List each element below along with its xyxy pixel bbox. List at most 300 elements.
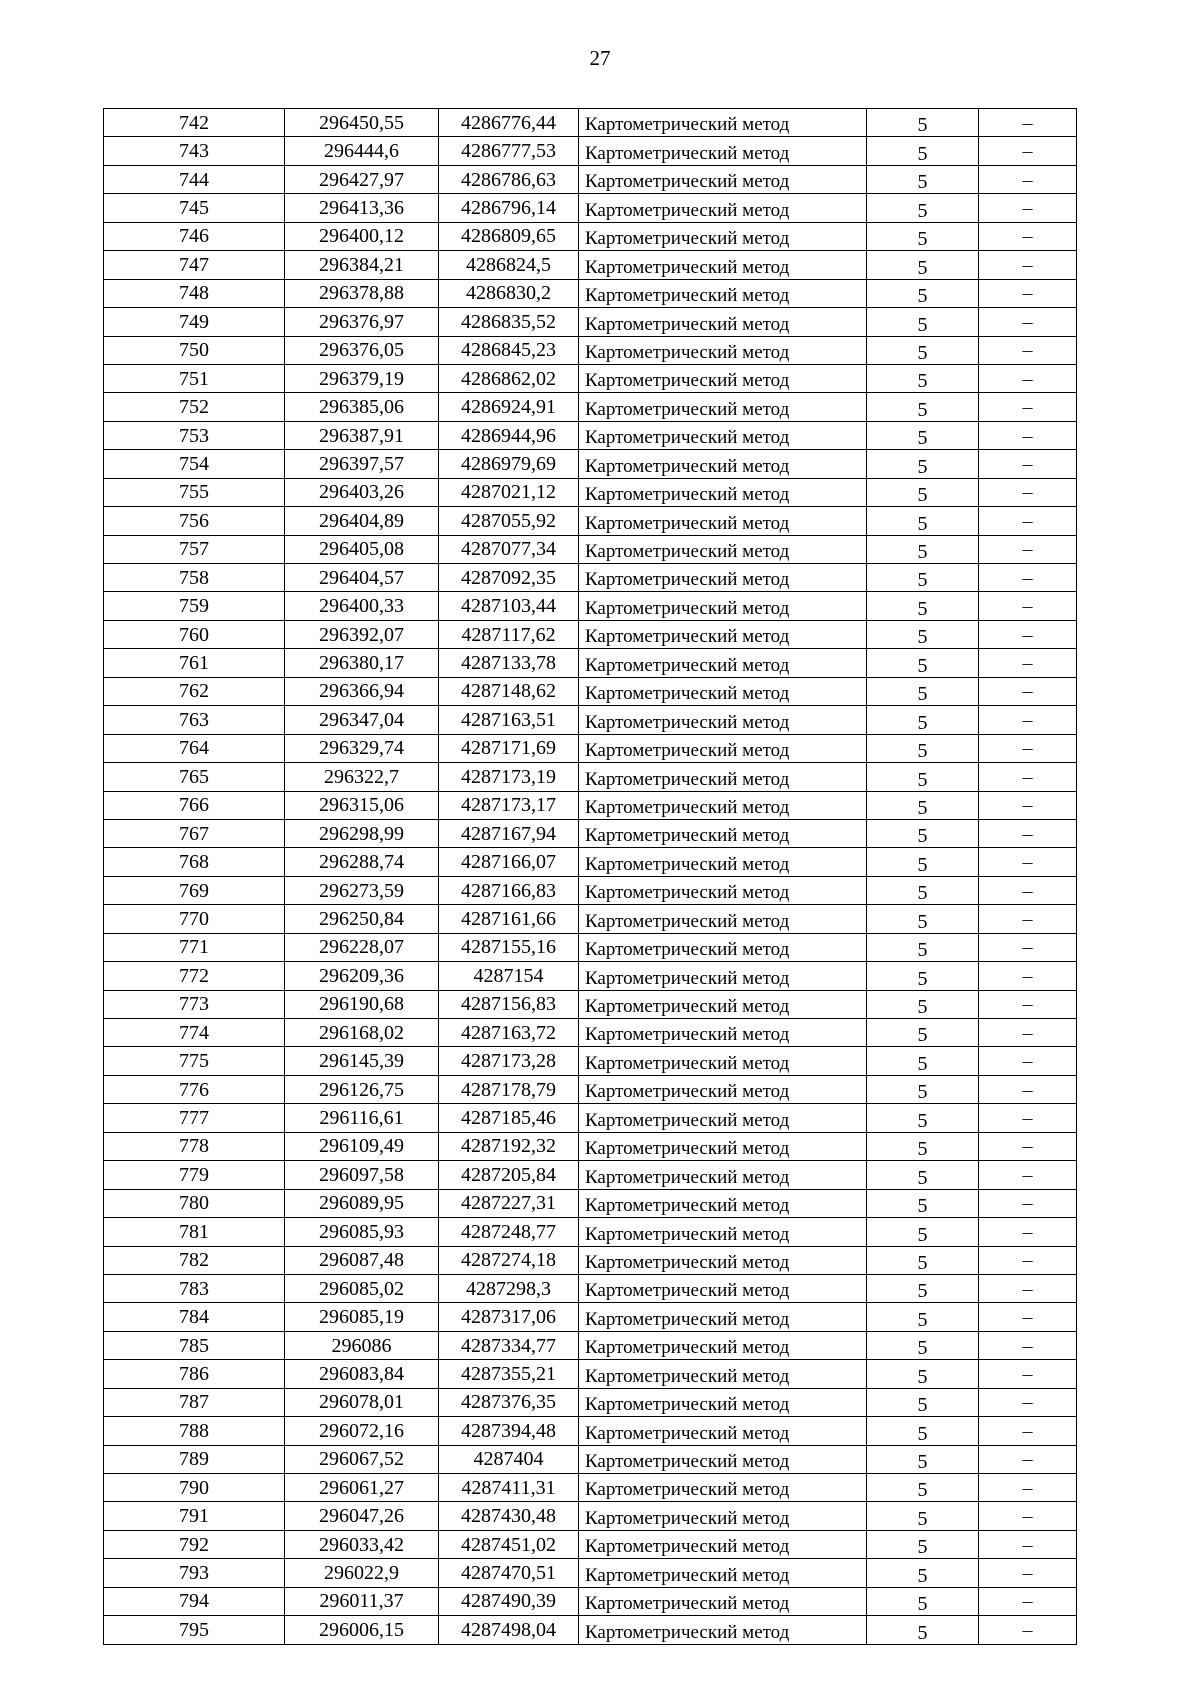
method-cell: Картометрический метод [579,1417,867,1445]
table-row [104,1104,1077,1132]
method-cell: Картометрический метод [579,450,867,478]
accuracy-cell: 5 [867,1530,979,1558]
x-coordinate-cell: 296168,02 [285,1019,439,1047]
coordinates-table [103,108,1077,1645]
point-number-cell: 759 [104,592,285,620]
description-cell: – [979,1274,1077,1302]
table-row [104,194,1077,222]
table-row [104,478,1077,506]
method-cell: Картометрический метод [579,1616,867,1644]
accuracy-cell: 5 [867,1502,979,1530]
accuracy-cell: 5 [867,1331,979,1359]
point-number-cell: 743 [104,137,285,165]
table-row [104,364,1077,392]
method-cell: Картометрический метод [579,1303,867,1331]
point-number-cell: 765 [104,763,285,791]
x-coordinate-cell: 296067,52 [285,1445,439,1473]
x-coordinate-cell: 296072,16 [285,1417,439,1445]
description-cell: – [979,564,1077,592]
description-cell: – [979,222,1077,250]
method-cell: Картометрический метод [579,791,867,819]
table-row [104,990,1077,1018]
point-number-cell: 785 [104,1331,285,1359]
description-cell: – [979,1047,1077,1075]
point-number-cell: 767 [104,819,285,847]
table-row [104,1559,1077,1587]
method-cell: Картометрический метод [579,535,867,563]
accuracy-cell: 5 [867,478,979,506]
description-cell: – [979,791,1077,819]
y-coordinate-cell: 4287148,62 [439,677,579,705]
accuracy-cell: 5 [867,165,979,193]
description-cell: – [979,1161,1077,1189]
point-number-cell: 761 [104,649,285,677]
description-cell: – [979,1019,1077,1047]
accuracy-cell: 5 [867,137,979,165]
point-number-cell: 752 [104,393,285,421]
description-cell: – [979,364,1077,392]
table-row [104,1019,1077,1047]
accuracy-cell: 5 [867,393,979,421]
method-cell: Картометрический метод [579,109,867,137]
x-coordinate-cell: 296413,36 [285,194,439,222]
x-coordinate-cell: 296087,48 [285,1246,439,1274]
x-coordinate-cell: 296085,02 [285,1274,439,1302]
x-coordinate-cell: 296288,74 [285,848,439,876]
y-coordinate-cell: 4287163,72 [439,1019,579,1047]
description-cell: – [979,1075,1077,1103]
x-coordinate-cell: 296400,12 [285,222,439,250]
method-cell: Картометрический метод [579,933,867,961]
method-cell: Картометрический метод [579,478,867,506]
y-coordinate-cell: 4287117,62 [439,620,579,648]
description-cell: – [979,194,1077,222]
method-cell: Картометрический метод [579,848,867,876]
point-number-cell: 791 [104,1502,285,1530]
point-number-cell: 784 [104,1303,285,1331]
method-cell: Картометрический метод [579,251,867,279]
method-cell: Картометрический метод [579,507,867,535]
method-cell: Картометрический метод [579,1274,867,1302]
table-row [104,308,1077,336]
point-number-cell: 794 [104,1587,285,1615]
method-cell: Картометрический метод [579,222,867,250]
x-coordinate-cell: 296089,95 [285,1189,439,1217]
x-coordinate-cell: 296078,01 [285,1388,439,1416]
x-coordinate-cell: 296385,06 [285,393,439,421]
y-coordinate-cell: 4286979,69 [439,450,579,478]
method-cell: Картометрический метод [579,1587,867,1615]
point-number-cell: 772 [104,962,285,990]
method-cell: Картометрический метод [579,194,867,222]
point-number-cell: 745 [104,194,285,222]
x-coordinate-cell: 296404,89 [285,507,439,535]
accuracy-cell: 5 [867,1616,979,1644]
y-coordinate-cell: 4287161,66 [439,905,579,933]
y-coordinate-cell: 4287167,94 [439,819,579,847]
accuracy-cell: 5 [867,905,979,933]
table-row [104,1417,1077,1445]
y-coordinate-cell: 4286924,91 [439,393,579,421]
table-row [104,706,1077,734]
point-number-cell: 753 [104,421,285,449]
table-row [104,1474,1077,1502]
description-cell: – [979,1218,1077,1246]
accuracy-cell: 5 [867,791,979,819]
x-coordinate-cell: 296145,39 [285,1047,439,1075]
table-row [104,450,1077,478]
description-cell: – [979,990,1077,1018]
method-cell: Картометрический метод [579,421,867,449]
method-cell: Картометрический метод [579,706,867,734]
y-coordinate-cell: 4287411,31 [439,1474,579,1502]
table-row [104,620,1077,648]
table-row [104,222,1077,250]
x-coordinate-cell: 296392,07 [285,620,439,648]
y-coordinate-cell: 4287317,06 [439,1303,579,1331]
description-cell: – [979,1474,1077,1502]
point-number-cell: 769 [104,876,285,904]
accuracy-cell: 5 [867,194,979,222]
point-number-cell: 778 [104,1132,285,1160]
description-cell: – [979,336,1077,364]
description-cell: – [979,1104,1077,1132]
accuracy-cell: 5 [867,1075,979,1103]
point-number-cell: 768 [104,848,285,876]
description-cell: – [979,507,1077,535]
accuracy-cell: 5 [867,1474,979,1502]
description-cell: – [979,763,1077,791]
description-cell: – [979,933,1077,961]
method-cell: Картометрический метод [579,649,867,677]
table-row [104,137,1077,165]
table-row [104,1445,1077,1473]
x-coordinate-cell: 296450,55 [285,109,439,137]
y-coordinate-cell: 4286845,23 [439,336,579,364]
point-number-cell: 781 [104,1218,285,1246]
method-cell: Картометрический метод [579,1104,867,1132]
y-coordinate-cell: 4287021,12 [439,478,579,506]
accuracy-cell: 5 [867,251,979,279]
description-cell: – [979,1246,1077,1274]
description-cell: – [979,1331,1077,1359]
point-number-cell: 777 [104,1104,285,1132]
table-row [104,1388,1077,1416]
point-number-cell: 787 [104,1388,285,1416]
x-coordinate-cell: 296405,08 [285,535,439,563]
x-coordinate-cell: 296376,05 [285,336,439,364]
table-row [104,677,1077,705]
point-number-cell: 792 [104,1530,285,1558]
table-row [104,1616,1077,1644]
description-cell: – [979,819,1077,847]
accuracy-cell: 5 [867,1417,979,1445]
point-number-cell: 775 [104,1047,285,1075]
description-cell: – [979,1360,1077,1388]
accuracy-cell: 5 [867,620,979,648]
point-number-cell: 776 [104,1075,285,1103]
accuracy-cell: 5 [867,364,979,392]
y-coordinate-cell: 4286835,52 [439,308,579,336]
description-cell: – [979,1303,1077,1331]
accuracy-cell: 5 [867,222,979,250]
description-cell: – [979,848,1077,876]
point-number-cell: 763 [104,706,285,734]
y-coordinate-cell: 4287173,17 [439,791,579,819]
description-cell: – [979,1616,1077,1644]
point-number-cell: 750 [104,336,285,364]
y-coordinate-cell: 4287404 [439,1445,579,1473]
x-coordinate-cell: 296376,97 [285,308,439,336]
method-cell: Картометрический метод [579,1218,867,1246]
table-row [104,336,1077,364]
table-row [104,933,1077,961]
table-row [104,876,1077,904]
y-coordinate-cell: 4286776,44 [439,109,579,137]
table-row [104,1530,1077,1558]
accuracy-cell: 5 [867,933,979,961]
x-coordinate-cell: 296404,57 [285,564,439,592]
table-row [104,791,1077,819]
description-cell: – [979,1189,1077,1217]
y-coordinate-cell: 4286777,53 [439,137,579,165]
accuracy-cell: 5 [867,308,979,336]
point-number-cell: 764 [104,734,285,762]
y-coordinate-cell: 4287055,92 [439,507,579,535]
table-row [104,763,1077,791]
method-cell: Картометрический метод [579,1019,867,1047]
accuracy-cell: 5 [867,990,979,1018]
table-row [104,421,1077,449]
description-cell: – [979,478,1077,506]
x-coordinate-cell: 296061,27 [285,1474,439,1502]
y-coordinate-cell: 4286796,14 [439,194,579,222]
y-coordinate-cell: 4287185,46 [439,1104,579,1132]
y-coordinate-cell: 4287173,28 [439,1047,579,1075]
description-cell: – [979,905,1077,933]
accuracy-cell: 5 [867,592,979,620]
description-cell: – [979,109,1077,137]
table-row [104,649,1077,677]
y-coordinate-cell: 4287156,83 [439,990,579,1018]
table-row [104,1246,1077,1274]
table-row [104,507,1077,535]
y-coordinate-cell: 4287173,19 [439,763,579,791]
accuracy-cell: 5 [867,962,979,990]
y-coordinate-cell: 4287205,84 [439,1161,579,1189]
point-number-cell: 758 [104,564,285,592]
x-coordinate-cell: 296400,33 [285,592,439,620]
point-number-cell: 793 [104,1559,285,1587]
description-cell: – [979,137,1077,165]
description-cell: – [979,876,1077,904]
description-cell: – [979,308,1077,336]
x-coordinate-cell: 296190,68 [285,990,439,1018]
table-row [104,962,1077,990]
x-coordinate-cell: 296379,19 [285,364,439,392]
method-cell: Картометрический метод [579,165,867,193]
method-cell: Картометрический метод [579,1132,867,1160]
table-row [104,1047,1077,1075]
y-coordinate-cell: 4287376,35 [439,1388,579,1416]
method-cell: Картометрический метод [579,819,867,847]
accuracy-cell: 5 [867,535,979,563]
y-coordinate-cell: 4287355,21 [439,1360,579,1388]
table-row [104,1360,1077,1388]
x-coordinate-cell: 296116,61 [285,1104,439,1132]
accuracy-cell: 5 [867,1388,979,1416]
method-cell: Картометрический метод [579,592,867,620]
x-coordinate-cell: 296378,88 [285,279,439,307]
accuracy-cell: 5 [867,1274,979,1302]
y-coordinate-cell: 4286830,2 [439,279,579,307]
point-number-cell: 747 [104,251,285,279]
x-coordinate-cell: 296397,57 [285,450,439,478]
accuracy-cell: 5 [867,1189,979,1217]
accuracy-cell: 5 [867,1360,979,1388]
x-coordinate-cell: 296444,6 [285,137,439,165]
x-coordinate-cell: 296315,06 [285,791,439,819]
accuracy-cell: 5 [867,876,979,904]
table-row [104,564,1077,592]
x-coordinate-cell: 296083,84 [285,1360,439,1388]
y-coordinate-cell: 4287103,44 [439,592,579,620]
method-cell: Картометрический метод [579,1559,867,1587]
table-row [104,251,1077,279]
table-row [104,1331,1077,1359]
x-coordinate-cell: 296273,59 [285,876,439,904]
point-number-cell: 742 [104,109,285,137]
method-cell: Картометрический метод [579,763,867,791]
description-cell: – [979,620,1077,648]
description-cell: – [979,421,1077,449]
table-row [104,848,1077,876]
accuracy-cell: 5 [867,1303,979,1331]
point-number-cell: 755 [104,478,285,506]
accuracy-cell: 5 [867,1161,979,1189]
accuracy-cell: 5 [867,336,979,364]
point-number-cell: 751 [104,364,285,392]
accuracy-cell: 5 [867,564,979,592]
accuracy-cell: 5 [867,734,979,762]
table-row [104,1132,1077,1160]
table-row [104,165,1077,193]
method-cell: Картометрический метод [579,1047,867,1075]
method-cell: Картометрический метод [579,1445,867,1473]
y-coordinate-cell: 4287394,48 [439,1417,579,1445]
y-coordinate-cell: 4287166,07 [439,848,579,876]
x-coordinate-cell: 296329,74 [285,734,439,762]
coordinates-table-body [104,109,1077,1645]
description-cell: – [979,535,1077,563]
description-cell: – [979,251,1077,279]
table-row [104,535,1077,563]
x-coordinate-cell: 296322,7 [285,763,439,791]
y-coordinate-cell: 4287227,31 [439,1189,579,1217]
method-cell: Картометрический метод [579,137,867,165]
description-cell: – [979,734,1077,762]
y-coordinate-cell: 4287166,83 [439,876,579,904]
y-coordinate-cell: 4287163,51 [439,706,579,734]
y-coordinate-cell: 4287092,35 [439,564,579,592]
table-row [104,1587,1077,1615]
y-coordinate-cell: 4287274,18 [439,1246,579,1274]
point-number-cell: 746 [104,222,285,250]
method-cell: Картометрический метод [579,564,867,592]
x-coordinate-cell: 296085,19 [285,1303,439,1331]
point-number-cell: 779 [104,1161,285,1189]
table-row [104,734,1077,762]
y-coordinate-cell: 4287155,16 [439,933,579,961]
y-coordinate-cell: 4287451,02 [439,1530,579,1558]
method-cell: Картометрический метод [579,336,867,364]
method-cell: Картометрический метод [579,1331,867,1359]
method-cell: Картометрический метод [579,1246,867,1274]
y-coordinate-cell: 4287334,77 [439,1331,579,1359]
y-coordinate-cell: 4287077,34 [439,535,579,563]
accuracy-cell: 5 [867,763,979,791]
table-row [104,1075,1077,1103]
table-row [104,592,1077,620]
point-number-cell: 790 [104,1474,285,1502]
x-coordinate-cell: 296228,07 [285,933,439,961]
table-row [104,819,1077,847]
x-coordinate-cell: 296366,94 [285,677,439,705]
y-coordinate-cell: 4286862,02 [439,364,579,392]
point-number-cell: 749 [104,308,285,336]
accuracy-cell: 5 [867,1047,979,1075]
point-number-cell: 756 [104,507,285,535]
method-cell: Картометрический метод [579,393,867,421]
method-cell: Картометрический метод [579,962,867,990]
description-cell: – [979,1530,1077,1558]
x-coordinate-cell: 296387,91 [285,421,439,449]
point-number-cell: 786 [104,1360,285,1388]
accuracy-cell: 5 [867,279,979,307]
y-coordinate-cell: 4286944,96 [439,421,579,449]
method-cell: Картометрический метод [579,279,867,307]
table-row [104,1218,1077,1246]
description-cell: – [979,1417,1077,1445]
point-number-cell: 783 [104,1274,285,1302]
point-number-cell: 771 [104,933,285,961]
y-coordinate-cell: 4287171,69 [439,734,579,762]
accuracy-cell: 5 [867,421,979,449]
x-coordinate-cell: 296427,97 [285,165,439,193]
description-cell: – [979,450,1077,478]
method-cell: Картометрический метод [579,905,867,933]
method-cell: Картометрический метод [579,364,867,392]
method-cell: Картометрический метод [579,1075,867,1103]
description-cell: – [979,279,1077,307]
accuracy-cell: 5 [867,677,979,705]
description-cell: – [979,649,1077,677]
point-number-cell: 754 [104,450,285,478]
description-cell: – [979,592,1077,620]
y-coordinate-cell: 4287430,48 [439,1502,579,1530]
x-coordinate-cell: 296126,75 [285,1075,439,1103]
page-number: 27 [589,46,611,70]
x-coordinate-cell: 296085,93 [285,1218,439,1246]
table-row [104,905,1077,933]
x-coordinate-cell: 296380,17 [285,649,439,677]
table-row [104,1274,1077,1302]
x-coordinate-cell: 296209,36 [285,962,439,990]
accuracy-cell: 5 [867,848,979,876]
accuracy-cell: 5 [867,1019,979,1047]
point-number-cell: 789 [104,1445,285,1473]
accuracy-cell: 5 [867,1218,979,1246]
